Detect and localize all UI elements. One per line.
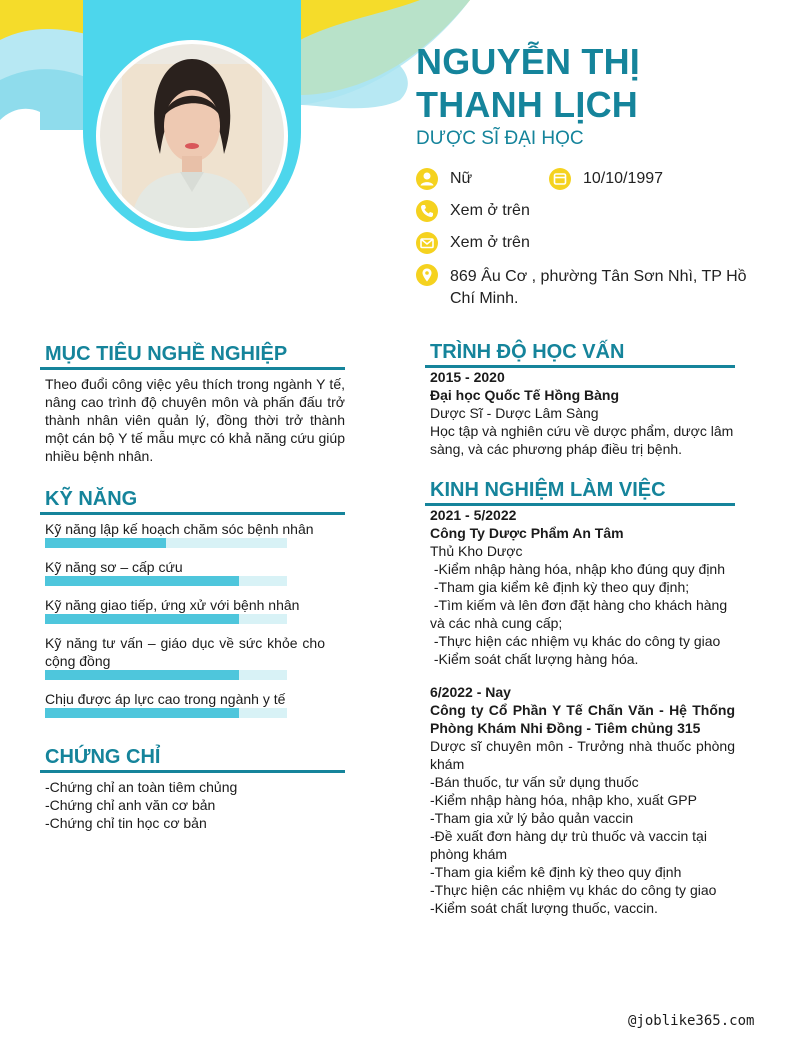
job-entry [430, 683, 735, 917]
job-duty: -Tìm kiếm và lên đơn đặt hàng cho khách hàng và các nhà cung cấp; [430, 597, 732, 631]
objective-heading: MỤC TIÊU NGHỀ NGHIỆP [45, 343, 288, 365]
skills-heading: KỸ NĂNG [45, 488, 138, 510]
calendar-icon [549, 168, 571, 190]
skills-divider [40, 512, 345, 515]
job-company: Công Ty Dược Phẩm An Tâm [430, 525, 624, 541]
job-duty: -Tham gia xử lý bảo quản vaccin [430, 810, 634, 826]
skill-bar [45, 576, 287, 586]
avatar-photo [100, 44, 284, 228]
job-title: DƯỢC SĨ ĐẠI HỌC [416, 128, 584, 149]
gender-value: Nữ [450, 170, 473, 187]
skill-bar [45, 538, 287, 548]
certificate-item: -Chứng chỉ tin học cơ bản [45, 815, 207, 831]
skill-label: Chịu được áp lực cao trong ngành y tế [45, 691, 286, 707]
mail-icon [416, 232, 438, 254]
skill-bar [45, 670, 287, 680]
education-major: Dược Sĩ - Dược Lâm Sàng [430, 405, 599, 421]
job-duty: -Tham gia kiểm kê định kỳ theo quy định [430, 864, 682, 880]
job-duty: -Kiểm soát chất lượng thuốc, vaccin. [430, 900, 658, 916]
skill-label: Kỹ năng sơ – cấp cứu [45, 559, 183, 575]
job-period: 2021 - 5/2022 [430, 507, 517, 523]
job-duty: -Kiểm soát chất lượng hàng hóa. [430, 651, 639, 667]
job-duty: -Kiểm nhập hàng hóa, nhập kho, xuất GPP [430, 792, 697, 808]
education-description: Học tập và nghiên cứu về dược phẩm, dược lâm sàng, và các phương pháp điều trị bệnh. [430, 423, 734, 457]
skill-bar-fill [45, 614, 239, 624]
certificates-divider [40, 770, 345, 773]
location-pin-icon [416, 264, 438, 286]
education-period: 2015 - 2020 [430, 369, 505, 385]
skill-bar-fill [45, 576, 239, 586]
job-company: Công ty Cổ Phần Y Tế Chấn Văn - Hệ Thống Phòng Khám Nhi Đồng - Tiêm chủng 315 [430, 702, 735, 736]
address-value: 869 Âu Cơ , phường Tân Sơn Nhì, TP Hồ Chí Minh. [450, 268, 747, 307]
job-duty: -Thực hiện các nhiệm vụ khác do công ty giao [430, 633, 721, 649]
phone-icon [416, 200, 438, 222]
objective-text: Theo đuổi công việc yêu thích trong ngành Y tế, nâng cao trình độ chuyên môn và phấn đấu trở thành nhân viên quản lý, đồng thời trở thành một cán bộ Y tế mẫu mực có khả năng cứu giúp nhiều bệnh nhân. [45, 376, 345, 464]
job-duty: -Kiểm nhập hàng hóa, nhập kho đúng quy định [430, 561, 726, 577]
footer-watermark: @joblike365.com [628, 1013, 755, 1029]
job-duty: -Thực hiện các nhiệm vụ khác do công ty giao [430, 882, 717, 898]
skill-label: Kỹ năng lập kế hoạch chăm sóc bệnh nhân [45, 521, 314, 537]
birthday-value: 10/10/1997 [583, 170, 664, 187]
experience-heading: KINH NGHIỆM LÀM VIỆC [430, 479, 666, 501]
skill-bar [45, 614, 287, 624]
person-icon [416, 168, 438, 190]
job-position: Thủ Kho Dược [430, 543, 523, 559]
certificate-item: -Chứng chỉ anh văn cơ bản [45, 797, 216, 813]
education-heading: TRÌNH ĐỘ HỌC VẤN [430, 341, 625, 363]
job-position: Dược sĩ chuyên môn - Trưởng nhà thuốc phòng khám [430, 738, 735, 772]
phone-value: Xem ở trên [450, 202, 530, 219]
skill-bar-fill [45, 708, 239, 718]
skill-bar-fill [45, 538, 166, 548]
certificates-heading: CHỨNG CHỈ [45, 746, 161, 768]
skill-bar [45, 708, 287, 718]
skill-bar-fill [45, 670, 239, 680]
candidate-name: NGUYỄN THỊ THANH LỊCH [416, 41, 641, 125]
job-entry [430, 506, 735, 668]
job-duty: -Bán thuốc, tư vấn sử dụng thuốc [430, 774, 639, 790]
job-duty: -Tham gia kiểm kê định kỳ theo quy định; [430, 579, 690, 595]
certificate-item: -Chứng chỉ an toàn tiêm chủng [45, 779, 238, 795]
email-value: Xem ở trên [450, 234, 530, 251]
education-school: Đại học Quốc Tế Hồng Bàng [430, 387, 620, 403]
objective-divider [40, 367, 345, 370]
job-period: 6/2022 - Nay [430, 684, 511, 700]
skill-label: Kỹ năng tư vấn – giáo dục về sức khỏe cho cộng đồng [45, 635, 325, 669]
skill-label: Kỹ năng giao tiếp, ứng xử với bệnh nhân [45, 597, 300, 613]
job-duty: -Đề xuất đơn hàng dự trù thuốc và vaccin tại phòng khám [430, 828, 707, 862]
